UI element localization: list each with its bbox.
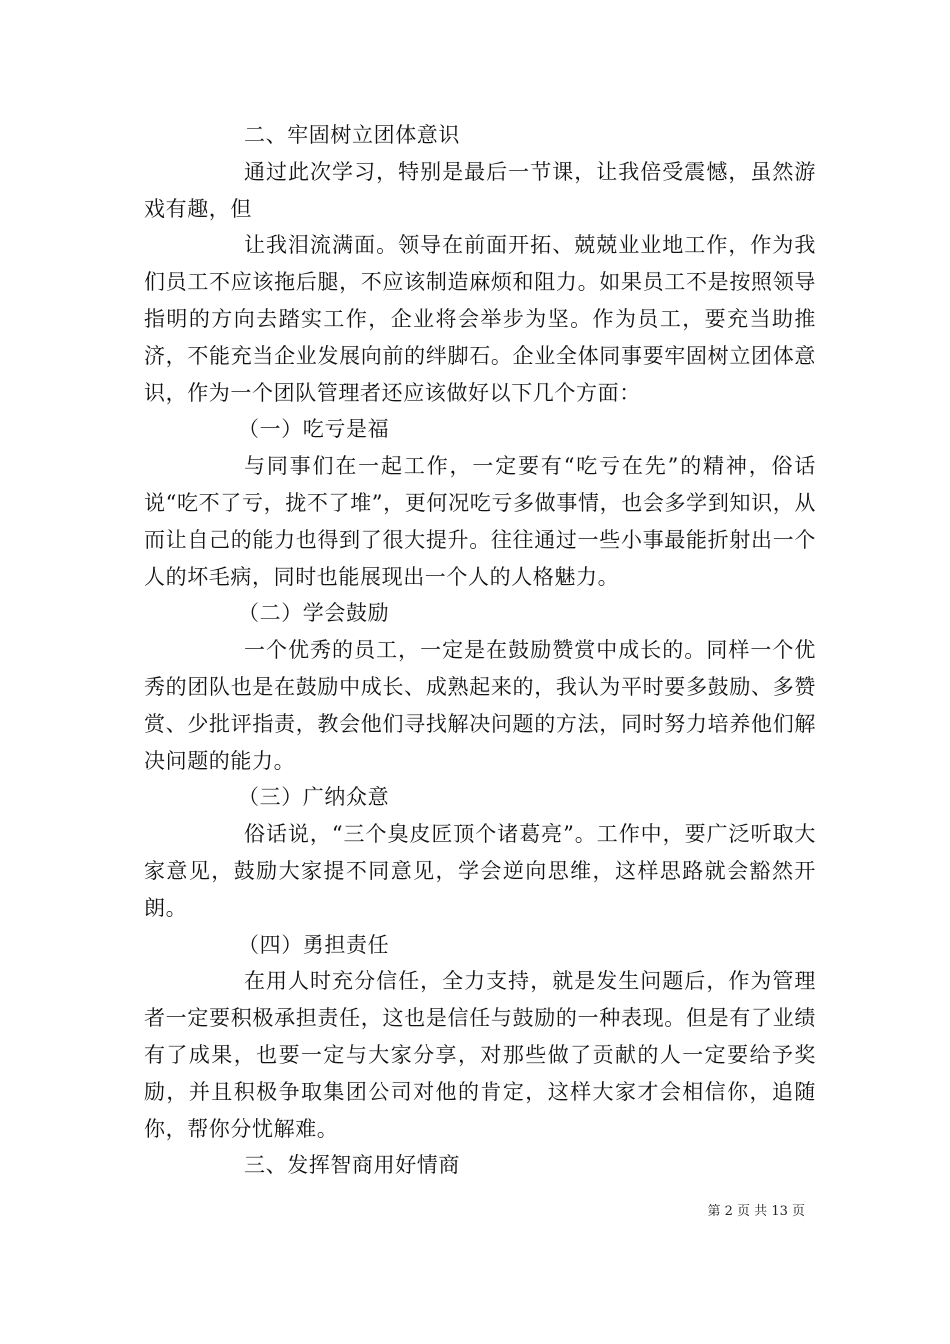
page-number-footer: 第 2 页 共 13 页 (707, 1204, 805, 1219)
subheading-suffering-loss: （一）吃亏是福 (238, 417, 390, 442)
subheading-encouragement: （二）学会鼓励 (238, 601, 390, 626)
section-heading-iq-eq: 三、发挥智商用好情商 (244, 1153, 460, 1178)
paragraph-suffering-loss: 与同事们在一起工作，一定要有“吃亏在先”的精神，俗话说“吃不了亏，拢不了堆”，更何况吃亏多做事情，也会多学到知识，从而让自己的能力也得到了很大提升。往往通过一些小事最能折射出一个人的坏毛病，同时也能展现出一个人的人格魅力。 (144, 454, 816, 589)
document-body (144, 117, 816, 1184)
paragraph-intro: 通过此次学习，特别是最后一节课，让我倍受震憾，虽然游戏有趣，但 (144, 159, 816, 221)
paragraph-leadership: 让我泪流满面。领导在前面开拓、兢兢业业地工作，作为我们员工不应该拖后腿，不应该制造麻烦和阻力。如果员工不是按照领导指明的方向去踏实工作，企业将会举步为坚。作为员工，要充当助推济，不能充当企业发展向前的绊脚石。企业全体同事要牢固树立团体意识，作为一个团队管理者还应该做好以下几个方面： (144, 233, 816, 405)
paragraph-take-responsibility: 在用人时充分信任，全力支持，就是发生问题后，作为管理者一定要积极承担责任，这也是信任与鼓励的一种表现。但是有了业绩有了成果，也要一定与大家分享，对那些做了贡献的人一定要给予奖励，并且积极争取集团公司对他的肯定，这样大家才会相信你，追随你，帮你分忧解难。 (144, 969, 816, 1141)
paragraph-listen-to-all: 俗话说，“三个臭皮匠顶个诸葛亮”。工作中，要广泛听取大家意见，鼓励大家提不同意见，学会逆向思维，这样思路就会豁然开朗。 (144, 822, 816, 920)
paragraph-encouragement: 一个优秀的员工，一定是在鼓励赞赏中成长的。同样一个优秀的团队也是在鼓励中成长、成熟起来的，我认为平时要多鼓励、多赞赏、少批评指责，教会他们寻找解决问题的方法，同时努力培养他们解决问题的能力。 (144, 638, 816, 773)
subheading-take-responsibility: （四）勇担责任 (238, 932, 390, 957)
subheading-listen-to-all: （三）广纳众意 (238, 785, 390, 810)
section-heading-team-awareness: 二、牢固树立团体意识 (244, 123, 460, 147)
